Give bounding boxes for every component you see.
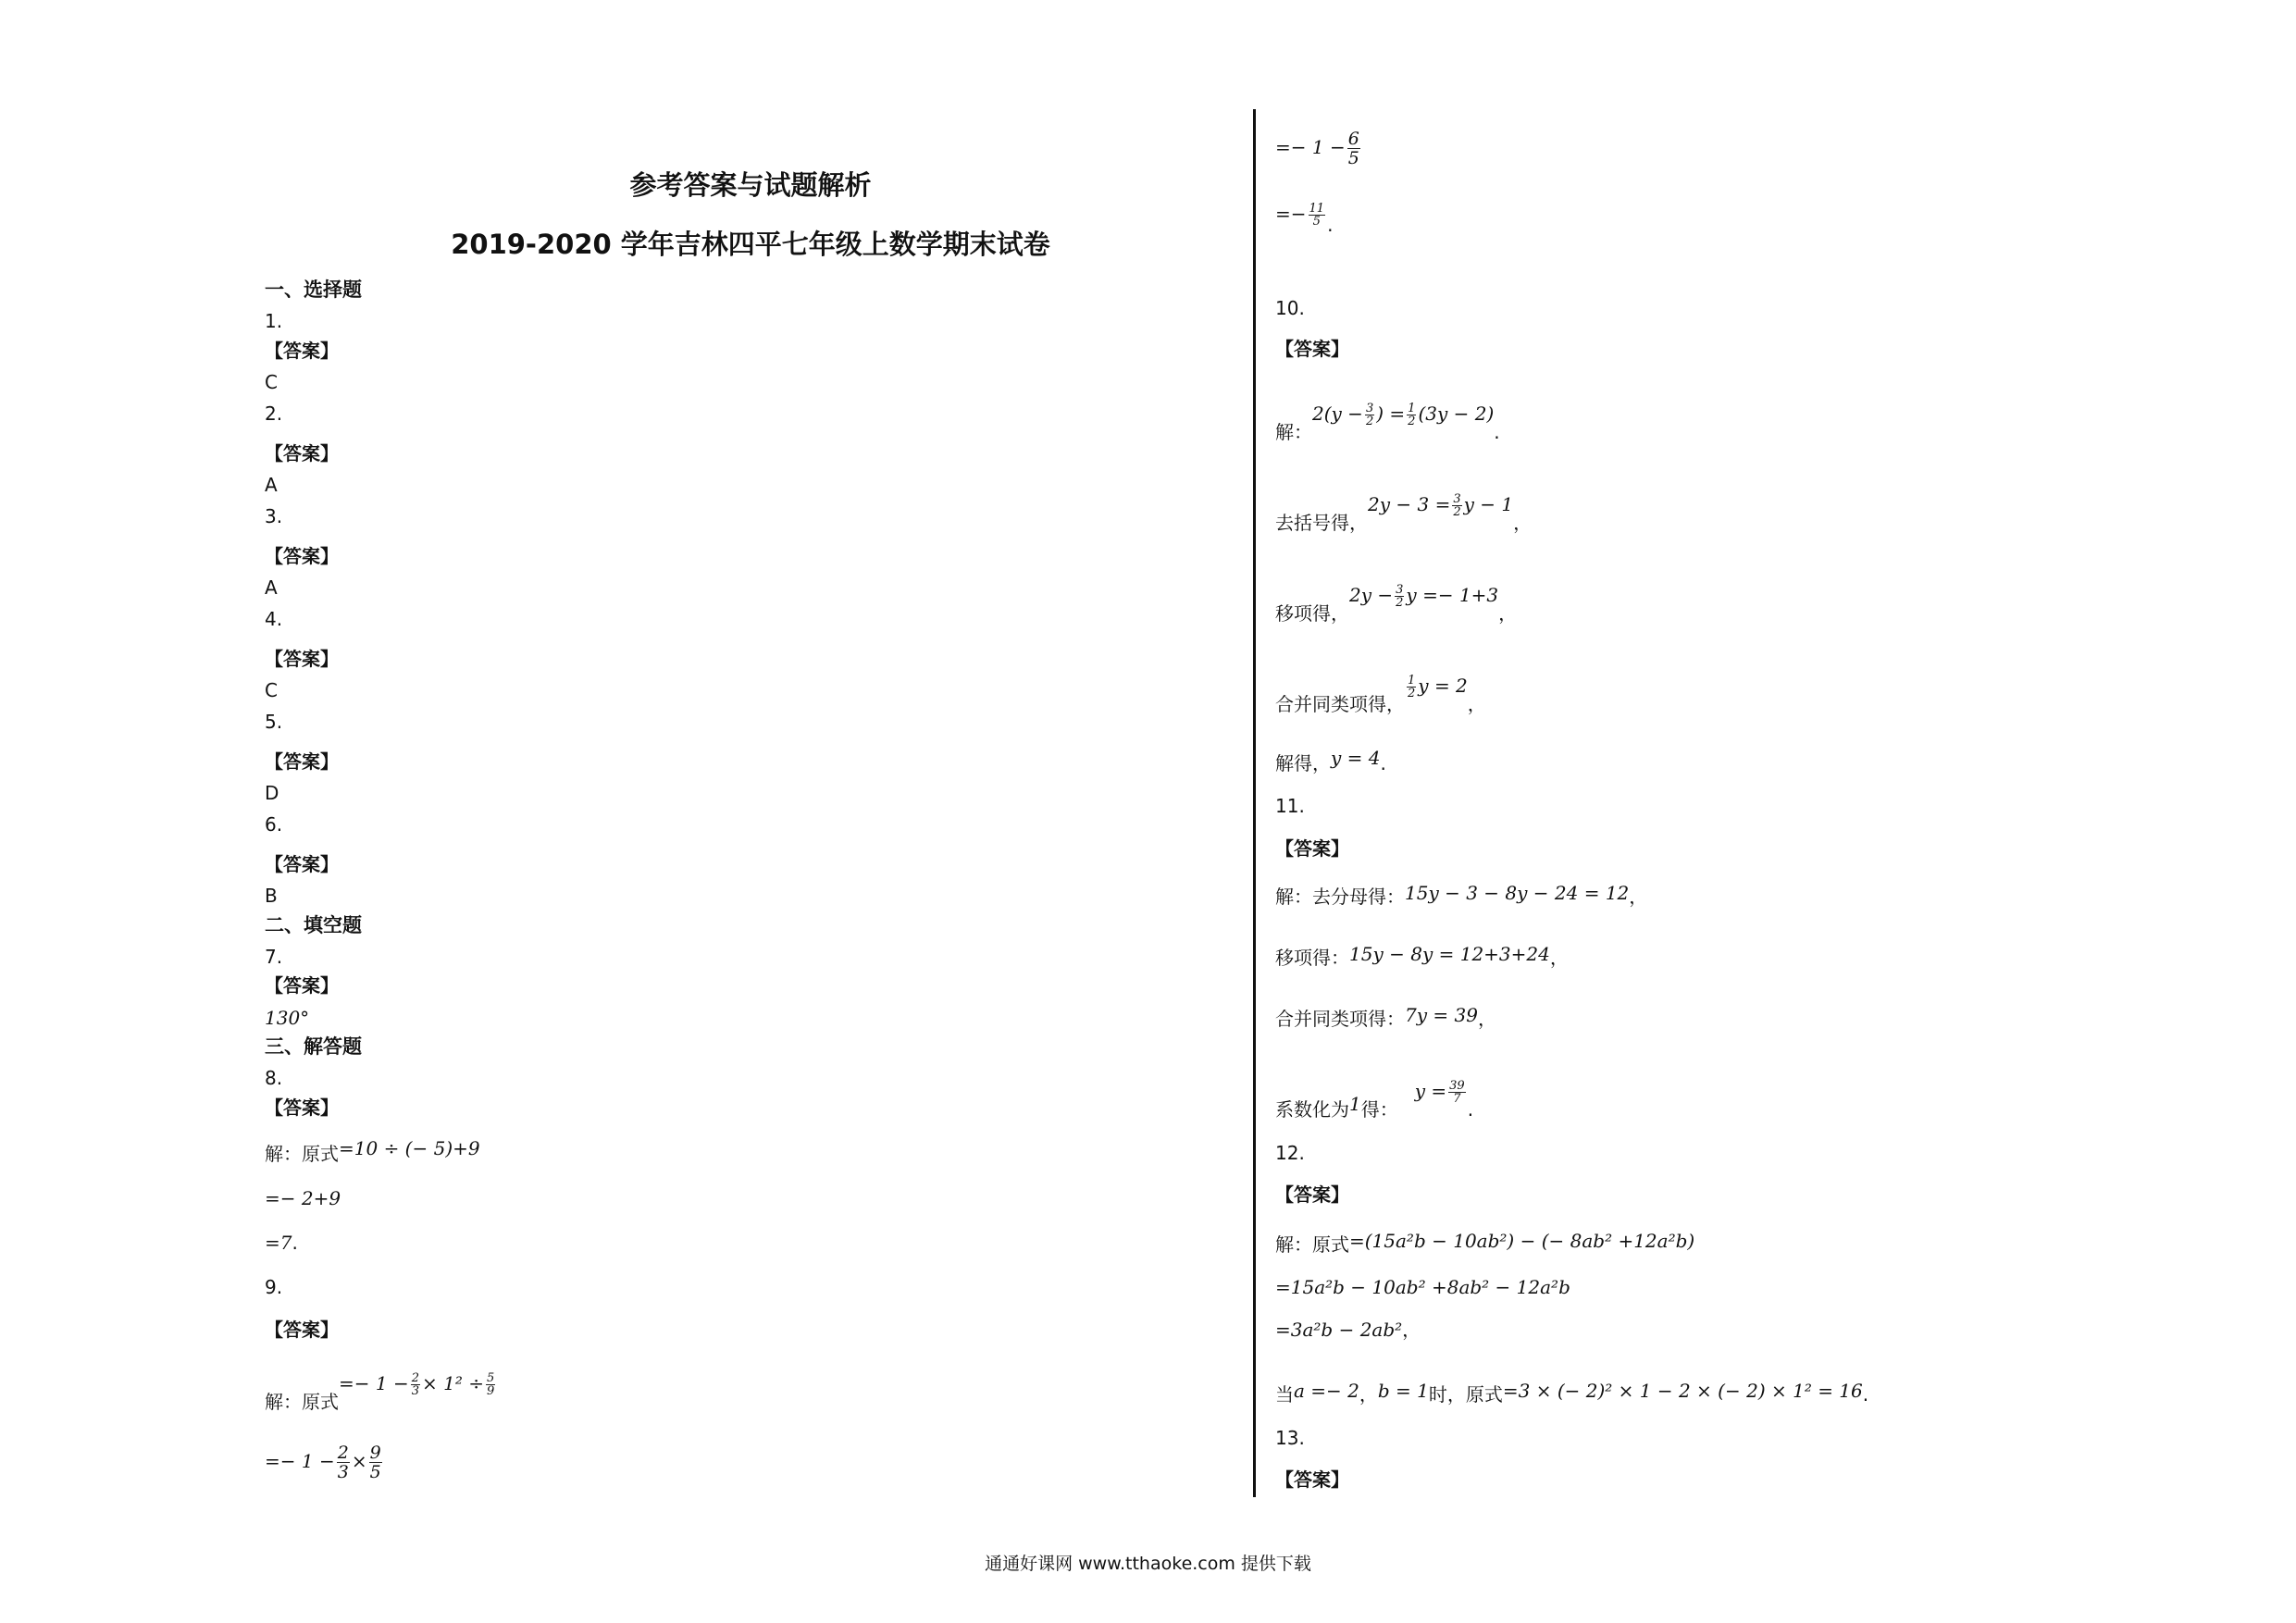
solution-prefix: 合并同类项得： xyxy=(1275,1008,1405,1030)
math-expression: 1 xyxy=(1349,1093,1361,1115)
answer-label: 【答案】 xyxy=(265,1319,339,1341)
question-number: 9. xyxy=(265,1276,283,1298)
math-expression: 2y − 3 = $\frac{3}{2}$ y − 1 xyxy=(1368,492,1514,519)
solution-line xyxy=(1275,1318,1421,1342)
solution-line xyxy=(1275,943,1569,970)
fraction: $\frac{5}{9}$ xyxy=(486,1371,495,1398)
answer-label: 【答案】 xyxy=(265,545,339,567)
solution-prefix: 解：原式 xyxy=(1275,1233,1349,1256)
fraction: $\frac{3}{2}$ xyxy=(1396,583,1404,610)
math-expression: 15y − 8y = 12+3+24 xyxy=(1349,943,1550,965)
answer-value: A xyxy=(265,576,278,599)
math-expression: =3a²b − 2ab² xyxy=(1275,1319,1403,1341)
solution-prefix: 解：原式 xyxy=(265,1143,339,1165)
fraction: $\frac{3}{2}$ xyxy=(1453,492,1461,519)
math-expression: $\frac{1}{2}$ y = 2 xyxy=(1408,674,1468,700)
fraction: $\frac{6}{5}$ xyxy=(1347,129,1359,168)
punctuation: ， xyxy=(1513,512,1533,534)
fraction: $\frac{1}{2}$ xyxy=(1408,674,1416,700)
footer-credit: 通通好课网 www.tthaoke.com 提供下载 xyxy=(985,1554,1311,1574)
solution-line xyxy=(1275,583,1518,627)
math-expression: =− 1 − $\frac{6}{5}$ xyxy=(1275,129,1359,168)
math-expression: 15y − 3 − 8y − 24 = 12 xyxy=(1405,882,1630,904)
math-expression: 7y = 39 xyxy=(1405,1004,1478,1026)
solution-prefix: 移项得： xyxy=(1275,947,1349,969)
solution-prefix: 解：原式 xyxy=(265,1391,339,1413)
question-number: 10. xyxy=(1275,297,1305,319)
answer-value: C xyxy=(265,679,278,701)
solution-prefix: 去括号得， xyxy=(1275,512,1368,534)
question-number: 4. xyxy=(265,608,283,630)
punctuation: . xyxy=(1862,1383,1869,1406)
solution-prefix: 系数化为 xyxy=(1275,1098,1349,1121)
punctuation: . xyxy=(292,1232,298,1254)
math-expression: =− $\frac{11}{5}$ xyxy=(1275,202,1325,229)
answer-value: A xyxy=(265,474,278,496)
math-expression: b = 1 xyxy=(1377,1380,1429,1402)
question-number: 3. xyxy=(265,505,283,527)
fraction: $\frac{9}{5}$ xyxy=(369,1443,381,1482)
math-expression: 2(y − $\frac{3}{2}$ ) = $\frac{1}{2}$ (3y − 2) xyxy=(1312,402,1495,428)
solution-line xyxy=(1275,202,1334,236)
fraction: $\frac{39}{7}$ xyxy=(1449,1079,1465,1106)
question-number: 6. xyxy=(265,813,283,836)
solution-prefix: 解： xyxy=(1275,421,1312,443)
page-title: 参考答案与试题解析 xyxy=(629,169,872,201)
answer-label: 【答案】 xyxy=(265,340,339,362)
answer-label: 【答案】 xyxy=(265,853,339,875)
answer-label: 【答案】 xyxy=(265,750,339,773)
page-subtitle: 2019-2020 学年吉林四平七年级上数学期末试卷 xyxy=(451,229,1050,260)
text: 当 xyxy=(1275,1383,1294,1406)
punctuation: . xyxy=(1380,752,1386,774)
math-expression: =(15a²b − 10ab²) − (− 8ab² +12a²b) xyxy=(1349,1230,1695,1252)
solution-line xyxy=(1275,1079,1474,1123)
solution-line xyxy=(1275,1382,1868,1406)
answer-label: 【答案】 xyxy=(1275,837,1349,860)
solution-prefix: 移项得， xyxy=(1275,602,1349,625)
section-heading-choice: 一、选择题 xyxy=(265,279,362,301)
punctuation: ， xyxy=(1467,693,1486,715)
math-expression: =10 ÷ (− 5)+9 xyxy=(339,1137,480,1159)
solution-line xyxy=(265,1443,384,1481)
solution-line xyxy=(265,1231,298,1255)
solution-line xyxy=(265,1371,497,1416)
text: ， xyxy=(1359,1383,1378,1406)
punctuation: ， xyxy=(1477,1008,1496,1030)
fraction: $\frac{2}{3}$ xyxy=(411,1371,419,1398)
fraction: $\frac{11}{5}$ xyxy=(1309,202,1325,229)
question-number: 12. xyxy=(1275,1142,1305,1164)
solution-prefix: 解：去分母得： xyxy=(1275,886,1405,908)
solution-prefix: 合并同类项得， xyxy=(1275,693,1405,715)
math-expression: =− 2+9 xyxy=(265,1187,341,1209)
solution-line xyxy=(1275,402,1500,446)
answer-label: 【答案】 xyxy=(265,974,339,997)
solution-prefix: 得： xyxy=(1360,1098,1398,1121)
text: 时，原式 xyxy=(1428,1383,1503,1406)
solution-prefix: 解得， xyxy=(1275,752,1331,774)
math-expression: y = 4 xyxy=(1331,747,1381,769)
solution-line xyxy=(1275,130,1362,167)
math-expression: =7 xyxy=(265,1232,292,1254)
punctuation: ， xyxy=(1402,1319,1421,1341)
answer-label: 【答案】 xyxy=(265,1096,339,1119)
fraction: $\frac{2}{3}$ xyxy=(337,1443,349,1482)
answer-value: D xyxy=(265,782,279,804)
answer-label: 【答案】 xyxy=(1275,1183,1349,1206)
solution-line xyxy=(1275,492,1533,537)
solution-line xyxy=(1275,1004,1496,1031)
section-heading-solve: 三、解答题 xyxy=(265,1035,362,1058)
question-number: 5. xyxy=(265,711,283,733)
question-number: 8. xyxy=(265,1067,283,1089)
solution-line xyxy=(1275,747,1386,775)
math-expression: =3 × (− 2)² × 1 − 2 × (− 2) × 1² = 16 xyxy=(1502,1380,1863,1402)
question-number: 13. xyxy=(1275,1427,1305,1449)
question-number: 2. xyxy=(265,403,283,425)
answer-label: 【答案】 xyxy=(265,648,339,670)
punctuation: ， xyxy=(1498,602,1518,625)
punctuation: . xyxy=(1327,214,1334,236)
answer-label: 【答案】 xyxy=(1275,338,1349,360)
answer-value: 130° xyxy=(265,1007,310,1029)
solution-line xyxy=(1275,1230,1695,1257)
math-expression: 2y − $\frac{3}{2}$ y =− 1+3 xyxy=(1349,583,1499,610)
question-number: 11. xyxy=(1275,795,1305,817)
math-expression: =− 1 − $\frac{2}{3}$ × $\frac{9}{5}$ xyxy=(265,1443,381,1482)
section-heading-fill: 二、填空题 xyxy=(265,914,362,936)
column-divider xyxy=(1253,109,1256,1497)
answer-label: 【答案】 xyxy=(1275,1468,1349,1491)
question-number: 7. xyxy=(265,946,283,968)
fraction: $\frac{1}{2}$ xyxy=(1408,402,1416,428)
punctuation: . xyxy=(1467,1098,1474,1121)
answer-label: 【答案】 xyxy=(265,442,339,465)
fraction: $\frac{3}{2}$ xyxy=(1365,402,1374,428)
question-number: 1. xyxy=(265,310,283,332)
solution-line xyxy=(265,1137,480,1166)
punctuation: . xyxy=(1494,421,1500,443)
math-expression: y = $\frac{39}{7}$ xyxy=(1414,1079,1465,1106)
answer-value: B xyxy=(265,885,278,907)
answer-value: C xyxy=(265,371,278,393)
solution-line xyxy=(1275,882,1648,909)
solution-line xyxy=(1275,674,1486,718)
punctuation: ， xyxy=(1549,947,1569,969)
math-expression: =− 1 − $\frac{2}{3}$ × 1² ÷ $\frac{5}{9}$ xyxy=(339,1371,495,1398)
math-expression: a =− 2 xyxy=(1294,1380,1359,1402)
punctuation: ， xyxy=(1629,886,1648,908)
math-expression: =15a²b − 10ab² +8ab² − 12a²b xyxy=(1275,1276,1570,1298)
